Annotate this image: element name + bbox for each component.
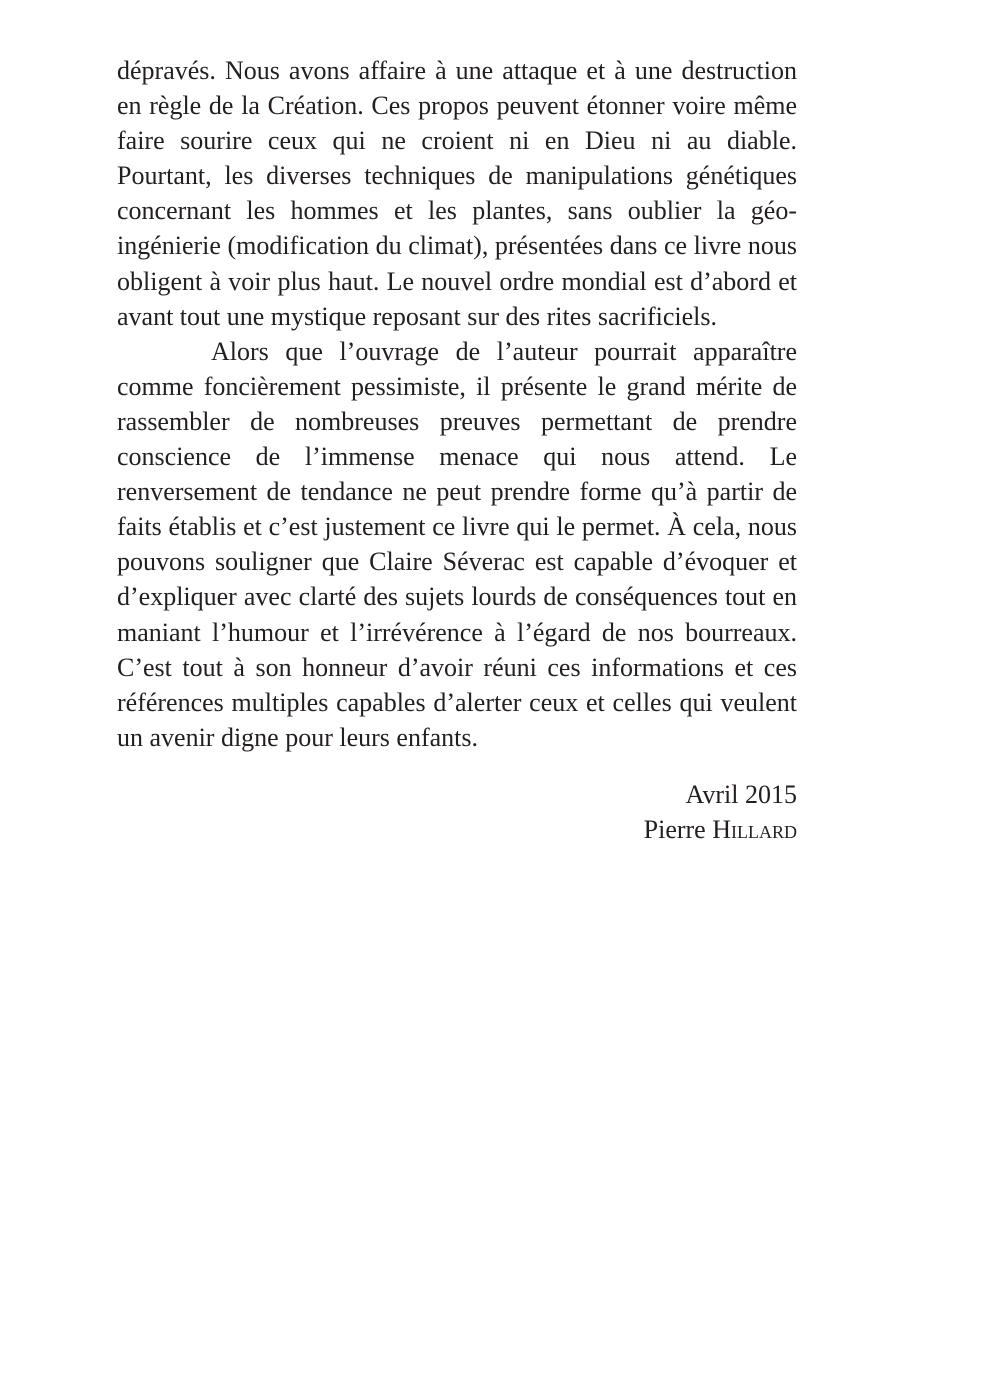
page-content [117,53,797,847]
signature-author [117,812,797,847]
body-paragraph-2: Alors que l’ouvrage de l’auteur pourrait apparaître comme foncièrement pessimiste, il présente le grand mérite de rassembler de nombreuses preuves permettant de prendre conscience de l’immense menace qui nous attend. Le renversement de tendance ne peut prendre forme qu’à partir de faits établis et c’est justement ce livre qui le permet. À cela, nous pouvons souligner que Claire Séverac est capable d’évoquer et d’expliquer avec clarté des sujets lourds de conséquences tout en maniant l’humour et l’irrévérence à l’égard de nos bourreaux. C’est tout à son honneur d’avoir réuni ces informations et ces références multiples capables d’alerter ceux et celles qui veulent un avenir digne pour leurs enfants. [117,336,797,752]
body-paragraph-1: dépravés. Nous avons affaire à une attaque et à une destruction en règle de la Création. Ces propos peuvent étonner voire même faire sourire ceux qui ne croient ni en Dieu ni au diable. Pourtant, les diverses techniques de manipulations génétiques concernant les hommes et les plantes, sans oublier la géo-ingénierie (modification du climat), présentées dans ce livre nous obligent à voir plus haut. Le nouvel ordre mondial est d’abord et avant tout une mystique reposant sur des rites sacrificiels. [117,56,797,331]
author-first-name: Pierre [643,814,706,844]
author-last-name: Hillard [712,814,797,844]
signature-date: Avril 2015 [685,779,797,809]
signature-block [117,777,797,847]
